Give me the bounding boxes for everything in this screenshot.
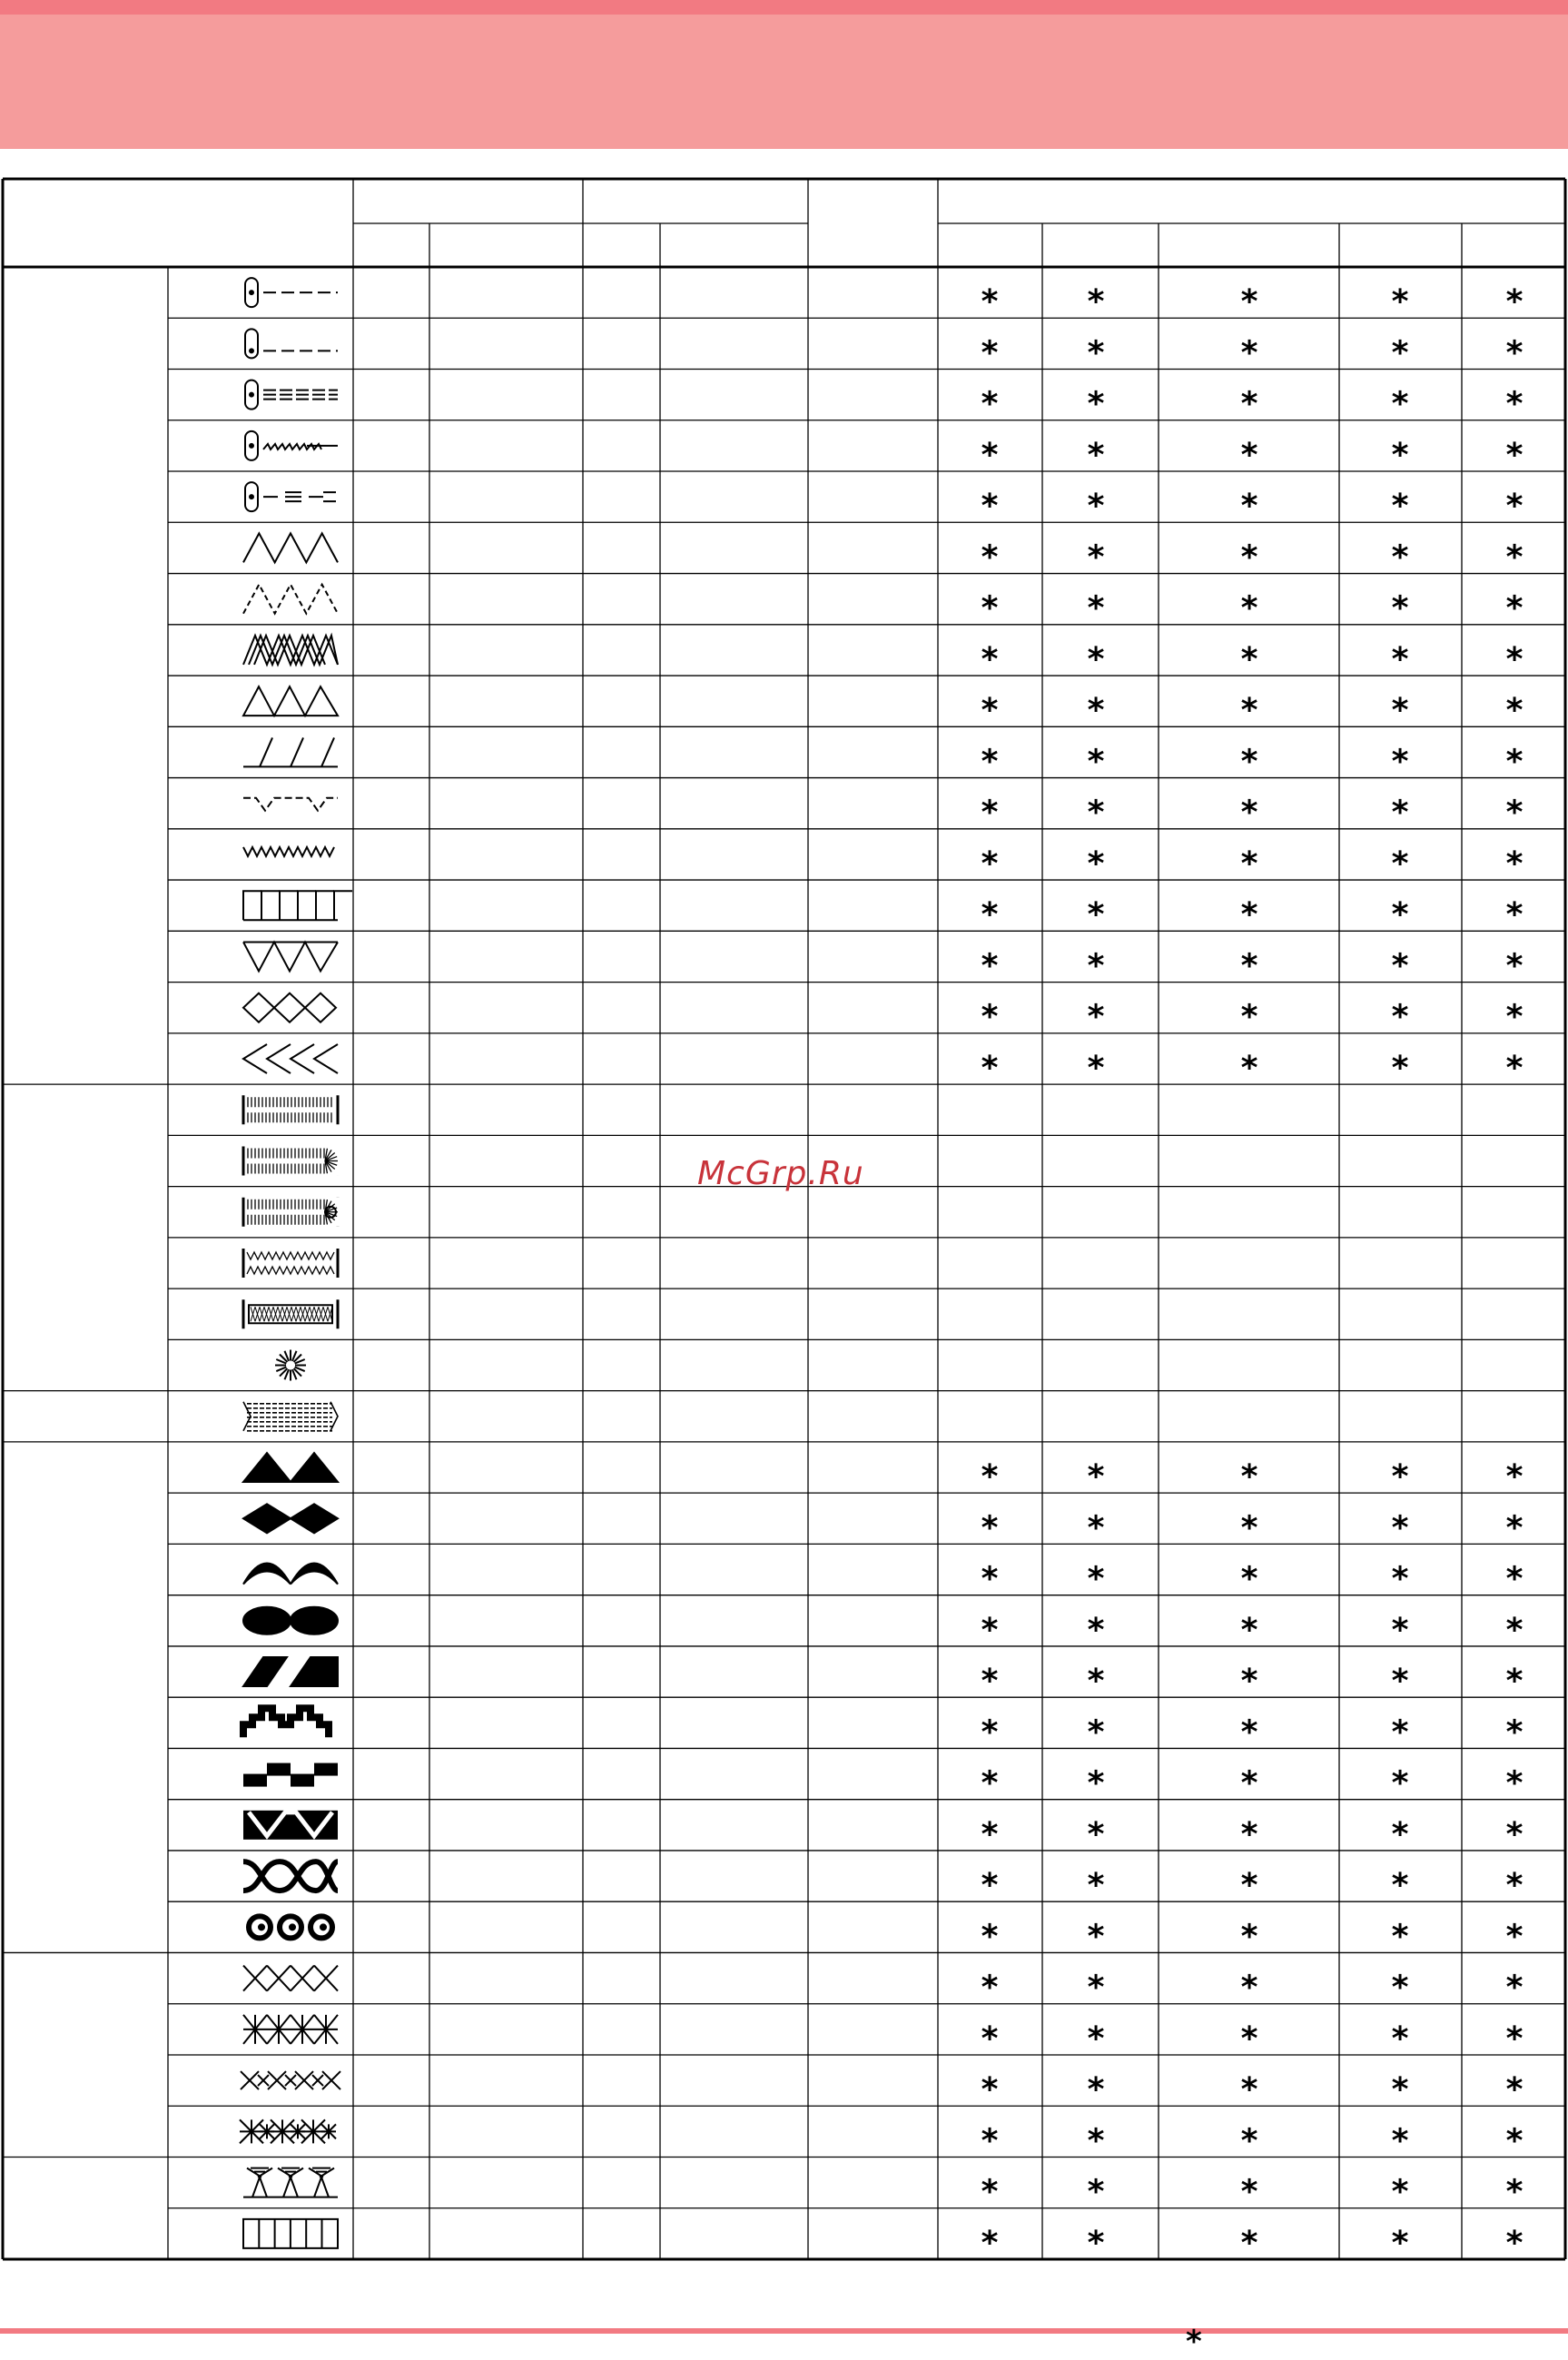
compatibility-star: * (1240, 538, 1258, 577)
compatibility-star: * (1391, 2019, 1409, 2058)
compatibility-star: * (1505, 2071, 1524, 2109)
compatibility-star: * (1240, 436, 1258, 474)
compatibility-star: * (1505, 283, 1524, 321)
compatibility-star: * (1391, 334, 1409, 372)
compatibility-star: * (1240, 334, 1258, 372)
compatibility-star: * (1505, 692, 1524, 730)
compatibility-star: * (1240, 1918, 1258, 1956)
compatibility-star: * (981, 1509, 999, 1547)
compatibility-star: * (1087, 1663, 1105, 1701)
compatibility-star: * (1087, 743, 1105, 781)
compatibility-star: * (1505, 947, 1524, 985)
compatibility-star: * (1391, 589, 1409, 627)
compatibility-star: * (1391, 947, 1409, 985)
compatibility-star: * (1391, 794, 1409, 832)
compatibility-star: * (981, 2224, 999, 2262)
compatibility-star: * (1240, 589, 1258, 627)
compatibility-star: * (1240, 640, 1258, 678)
compatibility-star: * (1240, 385, 1258, 423)
compatibility-star: * (1087, 385, 1105, 423)
satin-oval-stitch-icon (243, 1607, 338, 1634)
stretch-blind-hem-stitch-icon (243, 847, 334, 856)
compatibility-star: * (1391, 1815, 1409, 1853)
compatibility-star: * (1505, 1867, 1524, 1905)
compatibility-star: * (1391, 1560, 1409, 1598)
compatibility-star: * (1505, 589, 1524, 627)
compatibility-star: * (1505, 1611, 1524, 1649)
compatibility-star: * (1391, 488, 1409, 526)
compatibility-star: * (981, 385, 999, 423)
compatibility-star: * (1505, 1969, 1524, 2007)
compatibility-star: * (1087, 1764, 1105, 1802)
compatibility-star: * (1391, 896, 1409, 934)
compatibility-star: * (981, 743, 999, 781)
compatibility-star: * (1240, 1713, 1258, 1752)
compatibility-star: * (1391, 538, 1409, 577)
compatibility-star: * (1087, 488, 1105, 526)
compatibility-star: * (1240, 1815, 1258, 1853)
eyelet-icon (275, 1350, 306, 1381)
compatibility-star: * (1087, 2224, 1105, 2262)
compatibility-star: * (1087, 538, 1105, 577)
compatibility-star: * (1391, 1918, 1409, 1956)
smocking-stitch-icon (243, 993, 336, 1022)
bound-buttonhole-icon (243, 1299, 338, 1328)
compatibility-star: * (1505, 1458, 1524, 1496)
watermark: McGrp.Ru (697, 1155, 864, 1192)
decorative-ladder-stitch-icon (243, 2219, 338, 2248)
compatibility-star: * (1087, 1969, 1105, 2007)
darning-stitch-icon (243, 1402, 338, 1431)
compatibility-star: * (1505, 1815, 1524, 1853)
compatibility-star: * (1505, 743, 1524, 781)
decorative-tulip-stitch-icon (243, 2168, 338, 2197)
compatibility-star: * (1240, 1867, 1258, 1905)
compatibility-star: * (1240, 1458, 1258, 1496)
compatibility-star: * (1391, 692, 1409, 730)
zigzag-stitch-icon (243, 533, 338, 562)
compatibility-star: * (1087, 2019, 1105, 2058)
compatibility-star: * (981, 538, 999, 577)
compatibility-star: * (1087, 998, 1105, 1036)
satin-checker-stitch-icon (243, 1763, 338, 1787)
compatibility-star: * (1505, 436, 1524, 474)
compatibility-star: * (1240, 1049, 1258, 1087)
footer-line (0, 2328, 1568, 2334)
compatibility-star: * (1505, 2019, 1524, 2058)
compatibility-star: * (1505, 794, 1524, 832)
satin-scroll-stitch-icon (249, 1916, 332, 1938)
compatibility-star: * (1505, 2224, 1524, 2262)
compatibility-star: * (1240, 844, 1258, 883)
satin-zigzag-block-stitch-icon (243, 1811, 338, 1840)
compatibility-star: * (1505, 1560, 1524, 1598)
dashed-zigzag-stitch-icon (243, 585, 338, 614)
satin-wave-stitch-icon (243, 1861, 338, 1891)
compatibility-star: * (981, 1815, 999, 1853)
compatibility-star: * (1505, 844, 1524, 883)
compatibility-star: * (1087, 1611, 1105, 1649)
compatibility-star: * (1087, 947, 1105, 985)
compatibility-star: * (1087, 1815, 1105, 1853)
compatibility-star: * (1087, 844, 1105, 883)
compatibility-star: * (1391, 436, 1409, 474)
heavy-cross-stitch-icon (240, 2119, 336, 2143)
compatibility-star: * (1087, 794, 1105, 832)
compatibility-star: * (1240, 2019, 1258, 2058)
compatibility-star: * (1505, 1663, 1524, 1701)
compatibility-star: * (981, 589, 999, 627)
compatibility-star: * (981, 1713, 999, 1752)
compatibility-star: * (1391, 2173, 1409, 2211)
compatibility-star: * (1087, 1918, 1105, 1956)
patchwork-stitch-icon (243, 942, 338, 971)
compatibility-star: * (981, 2173, 999, 2211)
round-end-buttonhole-icon (243, 1146, 340, 1175)
satin-scallop-stitch-icon (243, 1564, 338, 1585)
compatibility-star: * (1240, 2173, 1258, 2211)
triple-stretch-stitch-icon (245, 380, 338, 410)
compatibility-star: * (1505, 1509, 1524, 1547)
straight-left-stitch-icon (245, 278, 338, 307)
feather-stitch-icon (243, 1044, 338, 1073)
compatibility-star: * (1240, 1509, 1258, 1547)
compatibility-star: * (981, 1764, 999, 1802)
compatibility-star: * (1087, 2173, 1105, 2211)
square-buttonhole-icon (243, 1095, 338, 1124)
compatibility-star: * (981, 1611, 999, 1649)
compatibility-star: * (981, 998, 999, 1036)
satin-triangle-stitch-icon (243, 1453, 338, 1482)
compatibility-star: * (981, 1867, 999, 1905)
compatibility-star: * (1391, 743, 1409, 781)
footnote-star: * (1186, 2324, 1202, 2360)
compatibility-star: * (1240, 1663, 1258, 1701)
compatibility-star: * (1505, 1918, 1524, 1956)
compatibility-star: * (1240, 1764, 1258, 1802)
blind-hem-stitch-icon (243, 798, 338, 811)
compatibility-star: * (1240, 692, 1258, 730)
compatibility-star: * (1087, 1867, 1105, 1905)
compatibility-star: * (1391, 2224, 1409, 2262)
triple-zigzag-stitch-icon (243, 636, 338, 665)
compatibility-star: * (1505, 488, 1524, 526)
compatibility-star: * (981, 488, 999, 526)
compatibility-star: * (1391, 2122, 1409, 2160)
compatibility-star: * (1391, 1764, 1409, 1802)
compatibility-star: * (1391, 1049, 1409, 1087)
compatibility-star: * (1240, 896, 1258, 934)
compatibility-star: * (1240, 2122, 1258, 2160)
compatibility-star: * (981, 692, 999, 730)
compatibility-star: * (1505, 538, 1524, 577)
stem-stitch-icon (245, 431, 338, 460)
compatibility-star: * (1505, 1764, 1524, 1802)
compatibility-star: * (1505, 998, 1524, 1036)
cross-stitch-icon (243, 1966, 338, 1991)
compatibility-star: * (981, 283, 999, 321)
compatibility-star: * (1391, 1509, 1409, 1547)
compatibility-star: * (1240, 488, 1258, 526)
compatibility-star: * (1240, 1969, 1258, 2007)
compatibility-star: * (1505, 2122, 1524, 2160)
compatibility-star: * (981, 896, 999, 934)
double-cross-stitch-icon (243, 2015, 338, 2044)
decorative-straight-stitch-icon (245, 482, 336, 511)
compatibility-star: * (1391, 385, 1409, 423)
compatibility-star: * (981, 2019, 999, 2058)
compatibility-star: * (1505, 1713, 1524, 1752)
compatibility-star: * (1087, 1560, 1105, 1598)
compatibility-star: * (1505, 640, 1524, 678)
satin-parallelogram-stitch-icon (243, 1657, 338, 1686)
compatibility-star: * (1505, 2173, 1524, 2211)
compatibility-star: * (981, 1049, 999, 1087)
compatibility-star: * (1391, 1663, 1409, 1701)
compatibility-star: * (1087, 692, 1105, 730)
triangle-overcast-stitch-icon (243, 686, 338, 716)
compatibility-star: * (981, 794, 999, 832)
compatibility-star: * (1240, 2071, 1258, 2109)
compatibility-star: * (1240, 947, 1258, 985)
compatibility-star: * (981, 334, 999, 372)
slant-overcast-stitch-icon (243, 737, 338, 766)
stretch-buttonhole-icon (243, 1249, 338, 1278)
compatibility-star: * (1240, 283, 1258, 321)
compatibility-star: * (1391, 1458, 1409, 1496)
straight-middle-stitch-icon (245, 329, 338, 358)
compatibility-star: * (1087, 2071, 1105, 2109)
compatibility-star: * (981, 1458, 999, 1496)
compatibility-star: * (1240, 794, 1258, 832)
compatibility-star: * (1240, 743, 1258, 781)
compatibility-star: * (1391, 998, 1409, 1036)
compatibility-star: * (1240, 1560, 1258, 1598)
compatibility-star: * (1087, 1509, 1105, 1547)
compatibility-star: * (981, 844, 999, 883)
compatibility-star: * (1391, 1611, 1409, 1649)
compatibility-star: * (1087, 1713, 1105, 1752)
compatibility-star: * (981, 436, 999, 474)
compatibility-star: * (981, 1663, 999, 1701)
cross-chain-stitch-icon (241, 2071, 340, 2089)
compatibility-star: * (1087, 640, 1105, 678)
compatibility-star: * (1391, 2071, 1409, 2109)
compatibility-star: * (981, 2071, 999, 2109)
compatibility-star: * (1240, 998, 1258, 1036)
compatibility-star: * (1240, 2224, 1258, 2262)
keyhole-buttonhole-icon (243, 1198, 340, 1227)
compatibility-star: * (1505, 896, 1524, 934)
compatibility-star: * (1087, 283, 1105, 321)
compatibility-star: * (1087, 1049, 1105, 1087)
blanket-stitch-icon (243, 891, 352, 920)
compatibility-star: * (1391, 1713, 1409, 1752)
compatibility-star: * (981, 1969, 999, 2007)
compatibility-star: * (1087, 589, 1105, 627)
compatibility-star: * (1391, 640, 1409, 678)
satin-diamond-stitch-icon (243, 1504, 338, 1533)
compatibility-star: * (981, 2122, 999, 2160)
compatibility-star: * (1087, 334, 1105, 372)
compatibility-star: * (1391, 1867, 1409, 1905)
satin-step-stitch-icon (243, 1708, 329, 1737)
compatibility-star: * (1505, 385, 1524, 423)
compatibility-star: * (1505, 1049, 1524, 1087)
compatibility-star: * (1087, 436, 1105, 474)
compatibility-star: * (981, 1918, 999, 1956)
compatibility-star: * (1391, 844, 1409, 883)
compatibility-star: * (1087, 2122, 1105, 2160)
compatibility-star: * (981, 640, 999, 678)
compatibility-star: * (981, 1560, 999, 1598)
compatibility-star: * (1087, 1458, 1105, 1496)
compatibility-star: * (1505, 334, 1524, 372)
compatibility-star: * (981, 947, 999, 985)
compatibility-star: * (1087, 896, 1105, 934)
compatibility-star: * (1391, 283, 1409, 321)
compatibility-star: * (1240, 1611, 1258, 1649)
compatibility-star: * (1391, 1969, 1409, 2007)
